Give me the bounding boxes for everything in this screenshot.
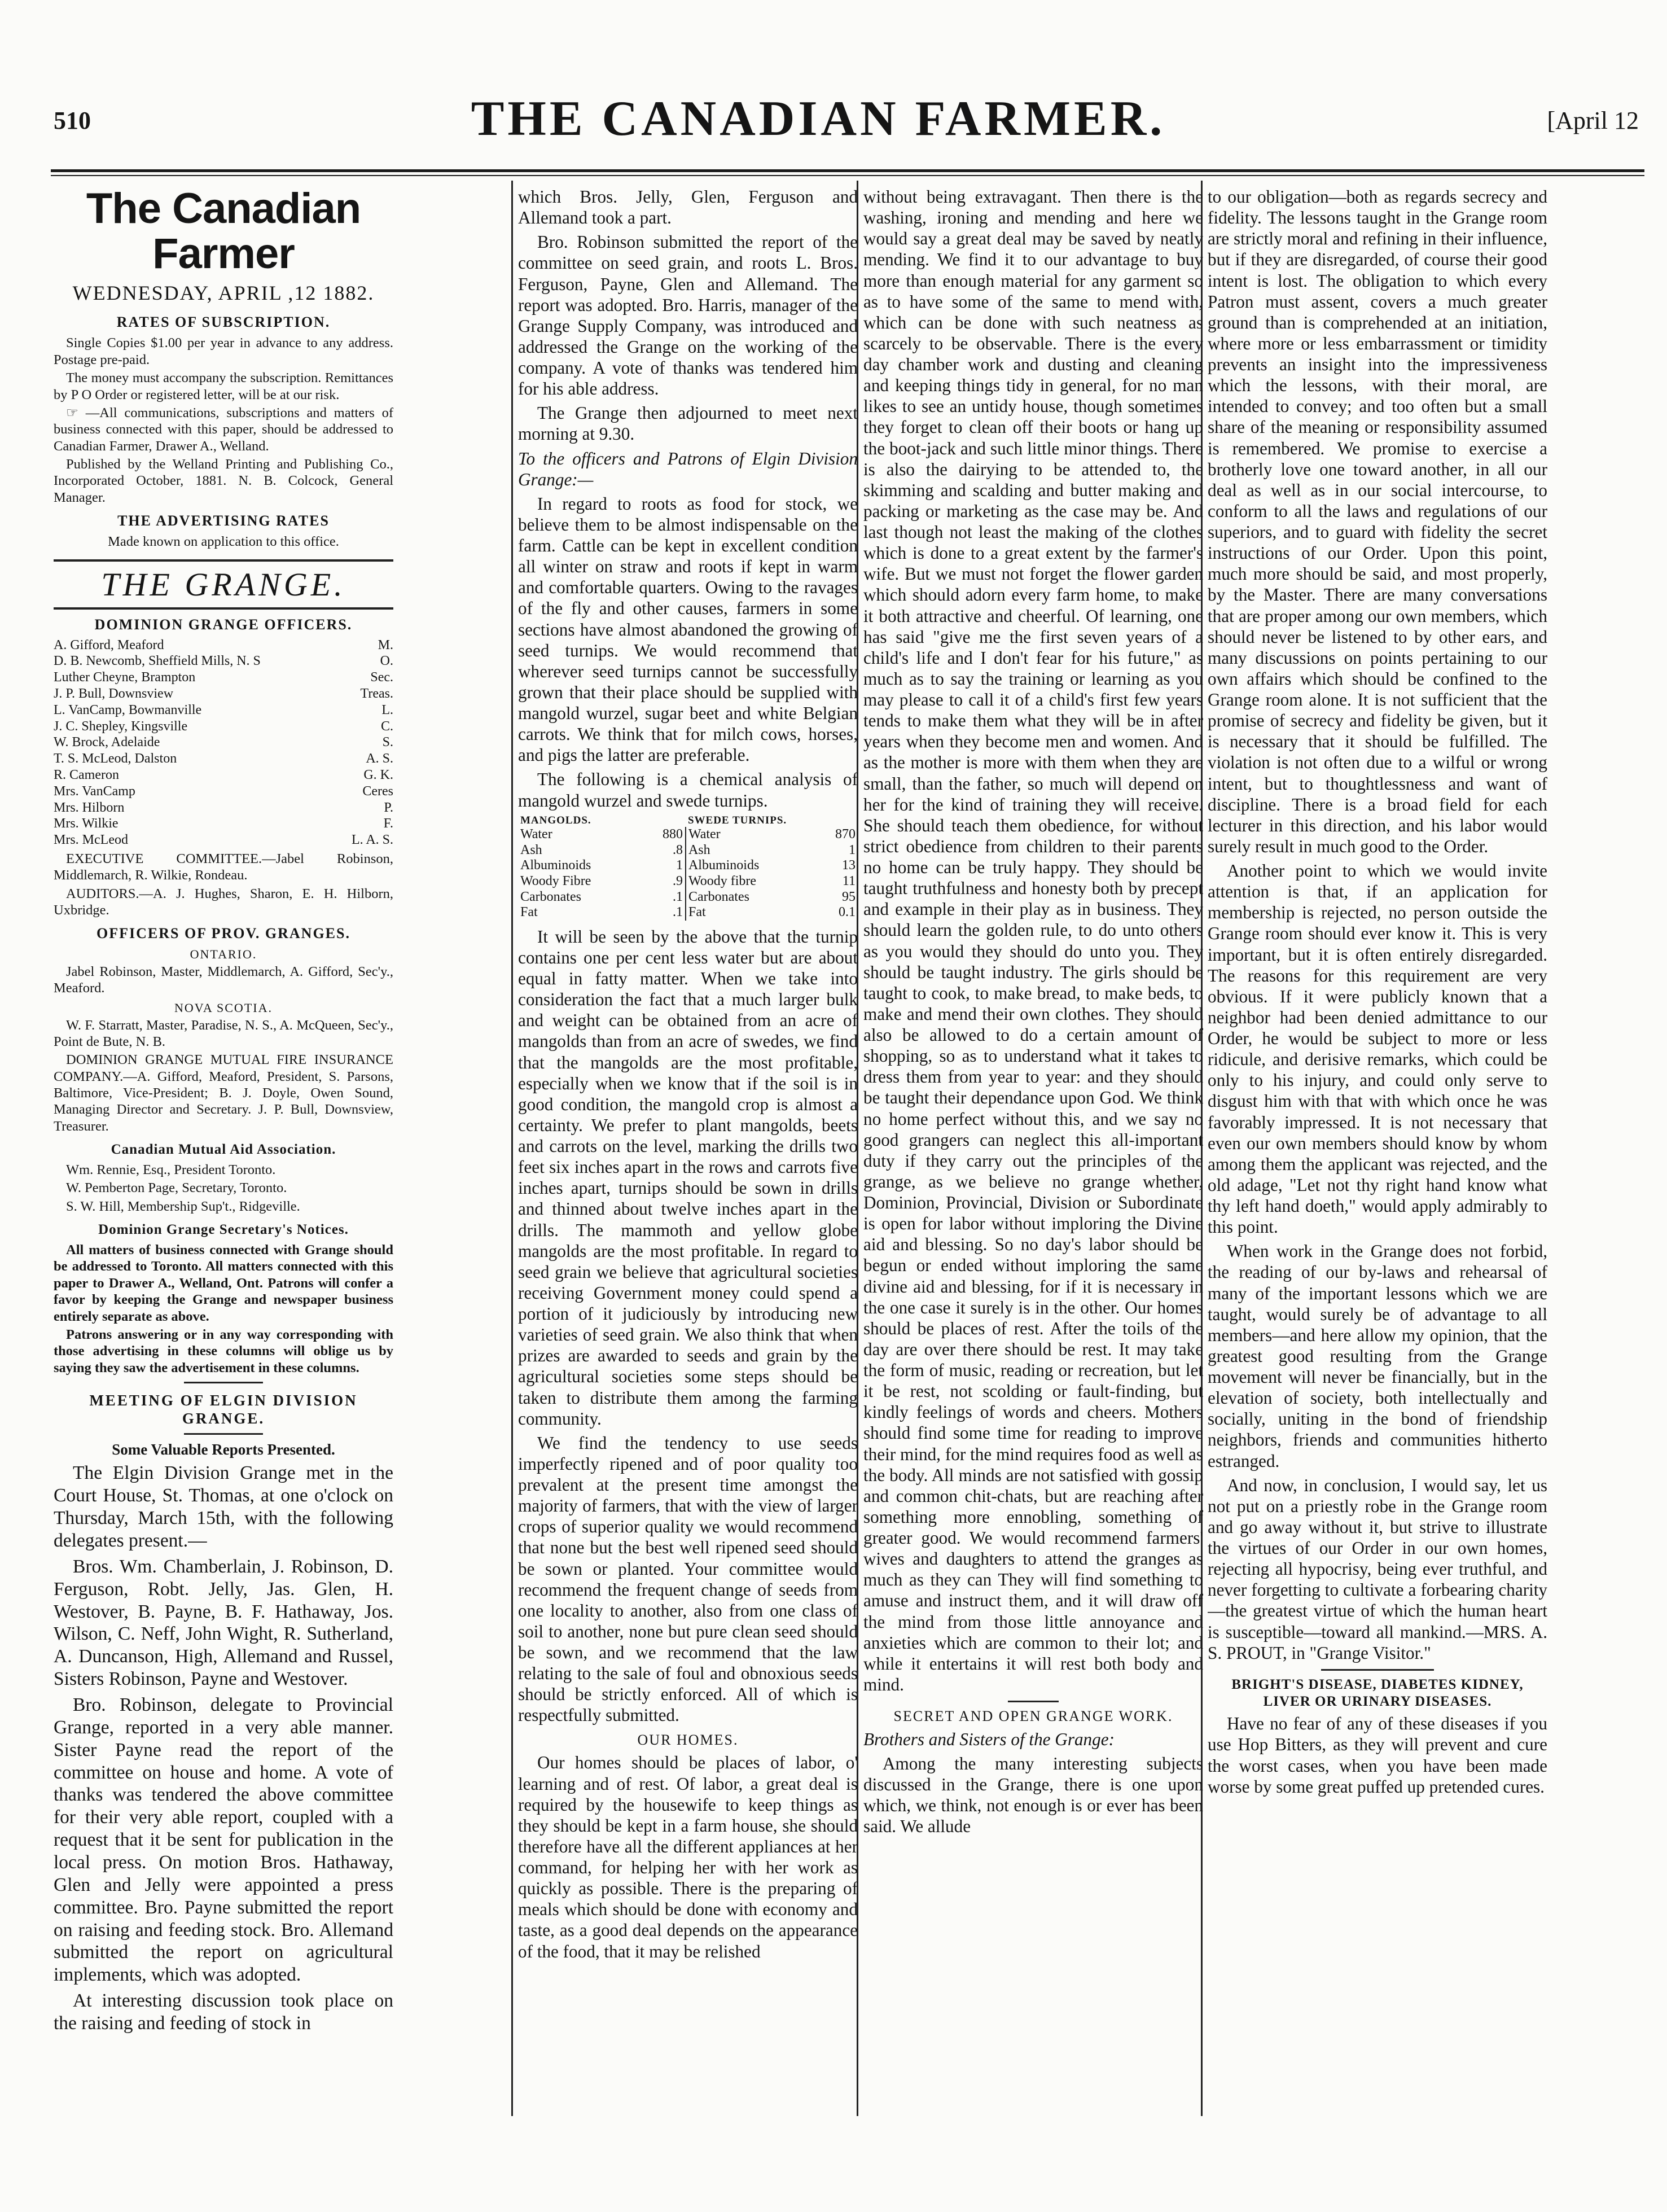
reports-heading: Some Valuable Reports Presented. xyxy=(112,1441,335,1458)
officer-name: Luther Cheyne, Brampton xyxy=(54,670,196,685)
meeting-heading: MEETING OF ELGIN DIVISION GRANGE. xyxy=(89,1392,358,1427)
table-row xyxy=(518,843,858,858)
mutual-aid-line: Wm. Rennie, Esq., President Toronto. xyxy=(66,1162,276,1178)
officer-row xyxy=(54,686,393,702)
officer-name: T. S. McLeod, Dalston xyxy=(54,751,177,766)
our-homes-heading: OUR HOMES. xyxy=(637,1731,739,1748)
article-paragraph: Among the many interesting subjects discussed in the Grange, there is one upon which, we think, not enough is or ever has been said. We allude xyxy=(863,1754,1203,1837)
table-cell: Fat xyxy=(520,905,538,920)
officer-role: P. xyxy=(384,800,393,815)
article-paragraph: The following is a chemical analysis of mangold wurzel and swede turnips. xyxy=(518,769,858,811)
table-cell: Fat xyxy=(688,905,706,920)
committee-block xyxy=(54,851,393,919)
officer-name: Mrs. VanCamp xyxy=(54,783,135,799)
officer-row xyxy=(54,637,393,654)
table-cell: 1 xyxy=(849,842,856,857)
meeting-paragraph: The Elgin Division Grange met in the Court House, St. Thomas, at one o'clock on Thursday, March 15th, with the following delegates present.— xyxy=(54,1462,393,1552)
divider xyxy=(1008,1701,1059,1702)
table-cell: Woody fibre xyxy=(688,874,757,889)
rates-text: ☞ —All communications, subscriptions and matters of business connected with this paper, should be addressed to Canadian Farmer, Drawer A., Welland. xyxy=(54,405,393,454)
officer-row xyxy=(54,751,393,767)
masthead: The Canadian Farmer xyxy=(86,186,361,278)
issue-date: [April 12 xyxy=(1547,107,1639,134)
table-cell: 870 xyxy=(835,827,856,842)
column-4 xyxy=(1208,186,1547,2117)
table-cell: Albuminoids xyxy=(688,858,760,873)
rates-heading: RATES OF SUBSCRIPTION. xyxy=(116,314,331,331)
article-paragraph: In regard to roots as food for stock, we believe them to be almost indispensable on the farm. Cattle can be kept in excellent condition all winter on straw and roots if kept in warm and comfortable quarters. Owing to the ravages of the fly and other causes, farmers in some sections have almost abandoned the growing of seed turnips. We would recommend that wherever seed turnips cannot be successfully grown that their place should be supplied with mangold wurzel, sugar beet and white Belgian carrots. We think that for milch cows, horses, and pigs the latter are preferable. xyxy=(518,493,858,765)
table-cell: Albuminoids xyxy=(520,858,591,873)
table-cell: .1 xyxy=(643,890,686,905)
officer-role: M. xyxy=(378,637,393,652)
dateline: WEDNESDAY, APRIL ,12 1882. xyxy=(72,281,375,304)
rates-block xyxy=(54,335,393,506)
article-paragraph: Bro. Robinson submitted the report of the committee on seed grain, and roots L. Bros. Ferguson, Payne, Glen and Allemand. The report was adopted. Bro. Harris, manager of the Grange Supply Company, was introduced and addressed the Grange on the working of the company. A vote of thanks was tendered him for his able address. xyxy=(518,232,858,399)
officers-list xyxy=(54,637,393,848)
table-cell: 13 xyxy=(842,858,856,873)
officers-heading: DOMINION GRANGE OFFICERS. xyxy=(94,616,353,633)
table-row xyxy=(518,827,858,843)
meeting-paragraph: At interesting discussion took place on the raising and feeding of stock in xyxy=(54,1990,393,2034)
prov-granges-heading: OFFICERS OF PROV. GRANGES. xyxy=(96,925,350,942)
rates-text: The money must accompany the subscription. Remittances by P O Order or registered letter, will be at our risk. xyxy=(54,370,393,402)
officer-role: Sec. xyxy=(370,670,393,685)
officer-row xyxy=(54,767,393,783)
mutual-aid-line: W. Pemberton Page, Secretary, Toronto. xyxy=(66,1180,287,1196)
advertisement-paragraph: Have no fear of any of these diseases if you use Hop Bitters, as they will prevent and cure the worst cases, when you have been made worse by some great puffed up pretended cures. xyxy=(1208,1714,1547,1797)
salutation: Brothers and Sisters of the Grange: xyxy=(863,1729,1115,1749)
officer-row xyxy=(54,702,393,719)
officer-role: Treas. xyxy=(360,686,393,701)
officer-role: O. xyxy=(380,654,393,669)
table-row xyxy=(518,858,858,874)
table-cell: Water xyxy=(688,827,721,842)
table-cell: Ash xyxy=(688,842,710,857)
paper-title: THE CANADIAN FARMER. xyxy=(471,91,1166,146)
notices-text: Patrons answering or in any way corresponding with those advertising in these columns will oblige us by saying they saw the advertisement in these columns. xyxy=(54,1326,393,1376)
divider xyxy=(184,1433,263,1435)
officer-row xyxy=(54,783,393,800)
column-1 xyxy=(54,186,393,2117)
grange-section-title: THE GRANGE. xyxy=(54,559,393,610)
article-paragraph: without being extravagant. Then there is the washing, ironing and mending and here we would say a great deal may be saved by neatly mending. We find it to our advantage to buy more than enough material for any garment so as to have some of the same to mend with, which can be done with such neatness as scarcely to be observable. There is the every day chamber work and dusting and cleaning and keeping things tidy in general, for no man likes to see an untidy house, though sometimes they forget to clean off their boots or hang up the boot-jack and such little minor things. There is also the dairying to be attended to, the skimming and scalding and butter making and packing or marketing as the case may be. And last though not least the making of the clothes which is done to a great extent by the farmer's wife. But we must not forget the flower garden which should adorn every farm home, to make it both attractive and cheerful. Of learning, one has said "give me the first seven years of a child's life and I don't fear for his future," as much as to say the training or learning as you may please to call it of a child's first few years tends to make them what they will be in after years when they become men and women. And as the mother is more with them when they are small, than the father, so much will depend on her for the kind of training they will receive. She should teach them obedience, for without strict obedience from children to their parents no home can be truly happy. They should be taught truthfulness and honesty both by precept and example in their play as in business. They should learn the golden rule, to do unto others as you would they should do unto you. They should be taught industry. The girls should be taught to cook, to make bread, to make beds, to make and mend their own clothes. They should also be allowed to do a certain amount of shopping, so as to understand what it takes to dress them from year to year: and they should be taught their dependance upon God. We think no home perfect without this, and we say no good grangers can neglect this all-important duty if they carry out the principles of the grange, as we believe no grange whether, Dominion, Provincial, Division or Subordinate is open for labor without imploring the Divine aid and blessing. So no day's labor should be begun or ended without imploring the same divine aid and blessing, for if it is necessary in the one case it surely is in the other. Our homes should be places of rest. After the toils of the day are over there should be rest. It may take the form of music, reading or recreation, but let it be rest, not scolding or fault-finding, but kindly feelings of words and cheers. Mothers should find some time for reading to improve their mind, for the mind requires food as well as the body. All minds are not satisfied with gossip and common chit-chats, but are reaching after something more ennobling, something of greater good. We would recommend farmers' wives and daughters to attend the granges as much as they can They will find something to amuse and instruct them, and it will draw off the mind from those little annoyance and anxieties which are common to their lot; and while it entertains it will rest both body and mind. xyxy=(863,187,1203,1694)
brights-disease-heading: BRIGHT'S DISEASE, DIABETES KIDNEY, LIVER OR URINARY DISEASES. xyxy=(1231,1676,1524,1709)
advertising-heading: THE ADVERTISING RATES xyxy=(117,513,330,529)
chemical-analysis-table xyxy=(518,814,858,921)
column-3 xyxy=(863,186,1203,2117)
rates-text: Single Copies $1.00 per year in advance to any address. Postage pre-paid. xyxy=(54,335,393,367)
officer-name: Mrs. McLeod xyxy=(54,833,128,848)
secret-grange-heading: SECRET AND OPEN GRANGE WORK. xyxy=(893,1708,1173,1724)
officer-role: G. K. xyxy=(363,767,393,782)
table-cell: 0.1 xyxy=(839,905,856,920)
table-cell: 11 xyxy=(842,874,856,889)
officer-role: C. xyxy=(380,719,393,734)
table-row xyxy=(518,874,858,890)
officer-row xyxy=(54,800,393,816)
officer-role: L. A. S. xyxy=(351,833,393,848)
advertising-text: Made known on application to this office. xyxy=(108,534,339,550)
officer-role: A. S. xyxy=(366,751,393,766)
column-2 xyxy=(518,186,858,2117)
column-rule xyxy=(511,181,513,2116)
table-header-mangolds: MANGOLDS. xyxy=(520,814,591,826)
officer-name: A. Gifford, Meaford xyxy=(54,637,164,652)
mutual-aid-heading: Canadian Mutual Aid Association. xyxy=(111,1142,336,1158)
mutual-fire-text: DOMINION GRANGE MUTUAL FIRE INSURANCE COMPANY.—A. Gifford, Meaford, President, S. Parsons, Baltimore, Vice-President; B. J. Doyle, Owen Sound, Managing Director and Secretary. J. P. Bull, Downsview, Treasurer. xyxy=(54,1052,393,1134)
table-header-turnips: SWEDE TURNIPS. xyxy=(687,814,787,826)
officer-role: Ceres xyxy=(362,783,393,799)
table-row xyxy=(518,890,858,905)
table-cell: Ash xyxy=(520,842,542,857)
table-cell: .8 xyxy=(643,843,686,858)
ontario-text: Jabel Robinson, Master, Middlemarch, A. Gifford, Sec'y., Meaford. xyxy=(54,963,393,996)
table-cell: .9 xyxy=(643,874,686,890)
table-cell: Woody Fibre xyxy=(520,874,591,889)
article-paragraph: And now, in conclusion, I would say, let us not put on a priestly robe in the Grange room and go away without it, but strive to illustrate the virtues of our Order in our own homes, rejecting all hypocrisy, being ever truthful, and never forgetting to cultivate a forbearing charity—the greatest virtue of which the human heart is susceptible—toward all mankind.—MRS. A. S. PROUT, in "Grange Visitor." xyxy=(1208,1475,1547,1663)
officer-row xyxy=(54,669,393,686)
notices-heading: Dominion Grange Secretary's Notices. xyxy=(98,1222,349,1238)
divider xyxy=(1321,1669,1434,1671)
officer-name: W. Brock, Adelaide xyxy=(54,735,160,750)
article-paragraph: The Grange then adjourned to meet next morning at 9.30. xyxy=(518,403,858,444)
article-paragraph: When work in the Grange does not forbid, the reading of our by-laws and rehearsal of many of the important lessons which we are taught, would surely be of advantage to all members—and here allow my opinion, that the greatest good resulting from the Grange movement will never be financially, but in the elevation of society, both intellectually and socially, uniting in the bond of friendship neighbors, friends and communities hitherto estranged. xyxy=(1208,1241,1547,1471)
article-paragraph: which Bros. Jelly, Glen, Ferguson and Allemand took a part. xyxy=(518,187,858,228)
article-paragraph: to our obligation—both as regards secrecy and fidelity. The lessons taught in the Grange room are strictly moral and refining in their influence, but if they are disregarded, of course their good intent is lost. The obligation to which every Patron must assent, covers a much greater ground than is comprehended at an initiation, where more or less embarrassment or timidity prevents an insight into the impressiveness which the lessons, with their moral, are intended to convey; and too often but a small share of the meaning or responsibility assumed is remembered. We promise to exercise a brotherly love one toward another, in all our deal as well as in our social intercourse, to conform to all the laws and regulations of our superiors, and to guard with fidelity the secret instructions of our Order. Upon this point, much more should be said, and most properly, by the Master. There are many conversations that are proper among our own members, which should never be listened to by other ears, and many discussions on points pertaining to our own affairs which should be confined to the Grange room alone. It is not sufficient that the promise of secrecy and fidelity be given, but it is necessary that it should be fulfilled. The violation is not often due to a wilful or wrong intent, but to thoughtlessness and want of discipline. There is a broad field for each lecturer in this direction, and his labor would surely result in much good to the Order. xyxy=(1208,187,1547,856)
article-paragraph: We find the tendency to use seeds imperfectly ripened and of poor quality too prevalent at the present time amongst the majority of farmers, that with the view of larger crops of superior quality we would recommend that none but the best well ripened seed should be sown or planted. Your committee would recommend the frequent change of seeds from one locality to another, also from one class of soil to another, none but pure clean seed should be sown, and we recommend that the law relating to the sale of foul and obnoxious seeds should be strictly enforced. All of which is respectfully submitted. xyxy=(518,1433,858,1725)
address-line: To the officers and Patrons of Elgin Division Grange:— xyxy=(518,448,858,489)
officer-row xyxy=(54,653,393,669)
officer-role: S. xyxy=(382,735,393,750)
notices-text: All matters of business connected with Grange should be addressed to Toronto. All matters connected with this paper to Drawer A., Welland, Ont. Patrons will confer a favor by keeping the Grange and newspaper business entirely separate as above. xyxy=(54,1242,393,1324)
article-paragraph: Our homes should be places of labor, o' learning and of rest. Of labor, a great deal is required by the housewife to keep things as they should be kept in a farm house, she should therefore have all the different appliances at her command, for helping her with her work as quickly as possible. There is the preparing of meals which should be done with economy and taste, as a good deal depends on the appearance of the food, that it may be relished xyxy=(518,1753,858,1961)
officer-role: L. xyxy=(381,702,393,717)
header-rule-thin xyxy=(51,175,1644,176)
officer-row xyxy=(54,816,393,832)
table-cell: .1 xyxy=(643,905,686,921)
table-cell: 95 xyxy=(842,889,856,904)
meeting-paragraph: Bro. Robinson, delegate to Provincial Grange, reported in a very able manner. Sister Payne read the report of the committee on house and home. A vote of thanks was tendered the above committee for their very able report, coupled with a request that it be sent for publication in the local press. On motion Bros. Hathaway, Glen and Jelly were appointed a press committee. Bro. Payne submitted the report on raising and feeding stock. Bro. Allemand submitted the report on agricultural implements, which was adopted. xyxy=(54,1694,393,1986)
header-rule xyxy=(51,169,1644,172)
article-paragraph: Another point to which we would invite attention is that, if an application for membership is rejected, no person outside the Grange room should ever know it. This is very important, but it is often entirely disregarded. The reasons for this requirement are very obvious. If it were publicly known that a neighbor had been denied admittance to our Order, he would be subject to more or less ridicule, and derisive remarks, which could be only to his injury, and could only serve to disgust him with that with which once he was favorably impressed. It is not necessary that even our own members should know by whom among them the applicant was rejected, and the old adage, "Let not thy right hand know what thy left hand doeth," would apply admirably to this point. xyxy=(1208,861,1547,1237)
table-cell: 880 xyxy=(643,827,686,843)
divider xyxy=(184,1382,263,1383)
officer-name: D. B. Newcomb, Sheffield Mills, N. S xyxy=(54,654,261,669)
auditors: AUDITORS.—A. J. Hughes, Sharon, E. H. Hilborn, Uxbridge. xyxy=(54,886,393,918)
officer-name: R. Cameron xyxy=(54,767,119,782)
officer-role: F. xyxy=(383,816,393,831)
page-number: 510 xyxy=(54,107,91,134)
officer-name: J. P. Bull, Downsview xyxy=(54,686,174,701)
officer-name: Mrs. Hilborn xyxy=(54,800,125,815)
officer-row xyxy=(54,719,393,735)
officer-name: J. C. Shepley, Kingsville xyxy=(54,719,188,734)
officer-name: L. VanCamp, Bowmanville xyxy=(54,702,202,717)
meeting-paragraph: Bros. Wm. Chamberlain, J. Robinson, D. Ferguson, Robt. Jelly, Jas. Glen, H. Westover, B. Payne, B. F. Hathaway, Jos. Wilson, C. Neff, John Wight, R. Sutherland, A. Duncanson, High, Allemand and Russel, Sisters Robinson, Payne and Westover. xyxy=(54,1556,393,1690)
officer-row xyxy=(54,734,393,751)
table-cell: Carbonates xyxy=(520,889,581,904)
nova-scotia-text: W. F. Starratt, Master, Paradise, N. S., A. McQueen, Sec'y., Point de Bute, N. B. xyxy=(54,1017,393,1049)
article-paragraph: It will be seen by the above that the turnip contains one per cent less water but are about equal in fatty matter. When we take into consideration the fact that a much larger bulk and weight can be obtained from an acre of mangolds than from an acre of swedes, we find that the mangolds are the most profitable, especially when we know that if the soil is in good condition, the mangold crop is almost a certainty. We prefer to plant mangolds, beets and carrots on the level, marking the drills two feet six inches apart in the rows and carrots five inches apart, turnips should be sown in drills and thinned about twelve inches apart in the drills. The mammoth and yellow globe mangolds are the most profitable. In regard to seed grain we believe that agricultural societies receiving Government money could spend a portion of it judiciously by introducing new varieties of seed grain. We also think that when prizes are awarded to seeds and grain by the agricultural societies some steps should be taken to distribute them among the farming community. xyxy=(518,926,858,1429)
ontario-heading: ONTARIO. xyxy=(190,947,257,962)
table-row xyxy=(518,905,858,921)
mutual-aid-line: S. W. Hill, Membership Sup't., Ridgeville. xyxy=(66,1198,300,1214)
officer-name: Mrs. Wilkie xyxy=(54,816,119,831)
table-cell: 1 xyxy=(643,858,686,874)
nova-scotia-heading: NOVA SCOTIA. xyxy=(174,1001,273,1015)
table-cell: Water xyxy=(520,827,552,842)
publisher-text: Published by the Welland Printing and Publishing Co., Incorporated October, 1881. N. B. Colcock, General Manager. xyxy=(54,457,393,505)
table-cell: Carbonates xyxy=(688,889,749,904)
officer-row xyxy=(54,832,393,848)
executive-committee: EXECUTIVE COMMITTEE.—Jabel Robinson, Middlemarch, R. Wilkie, Rondeau. xyxy=(54,851,393,883)
